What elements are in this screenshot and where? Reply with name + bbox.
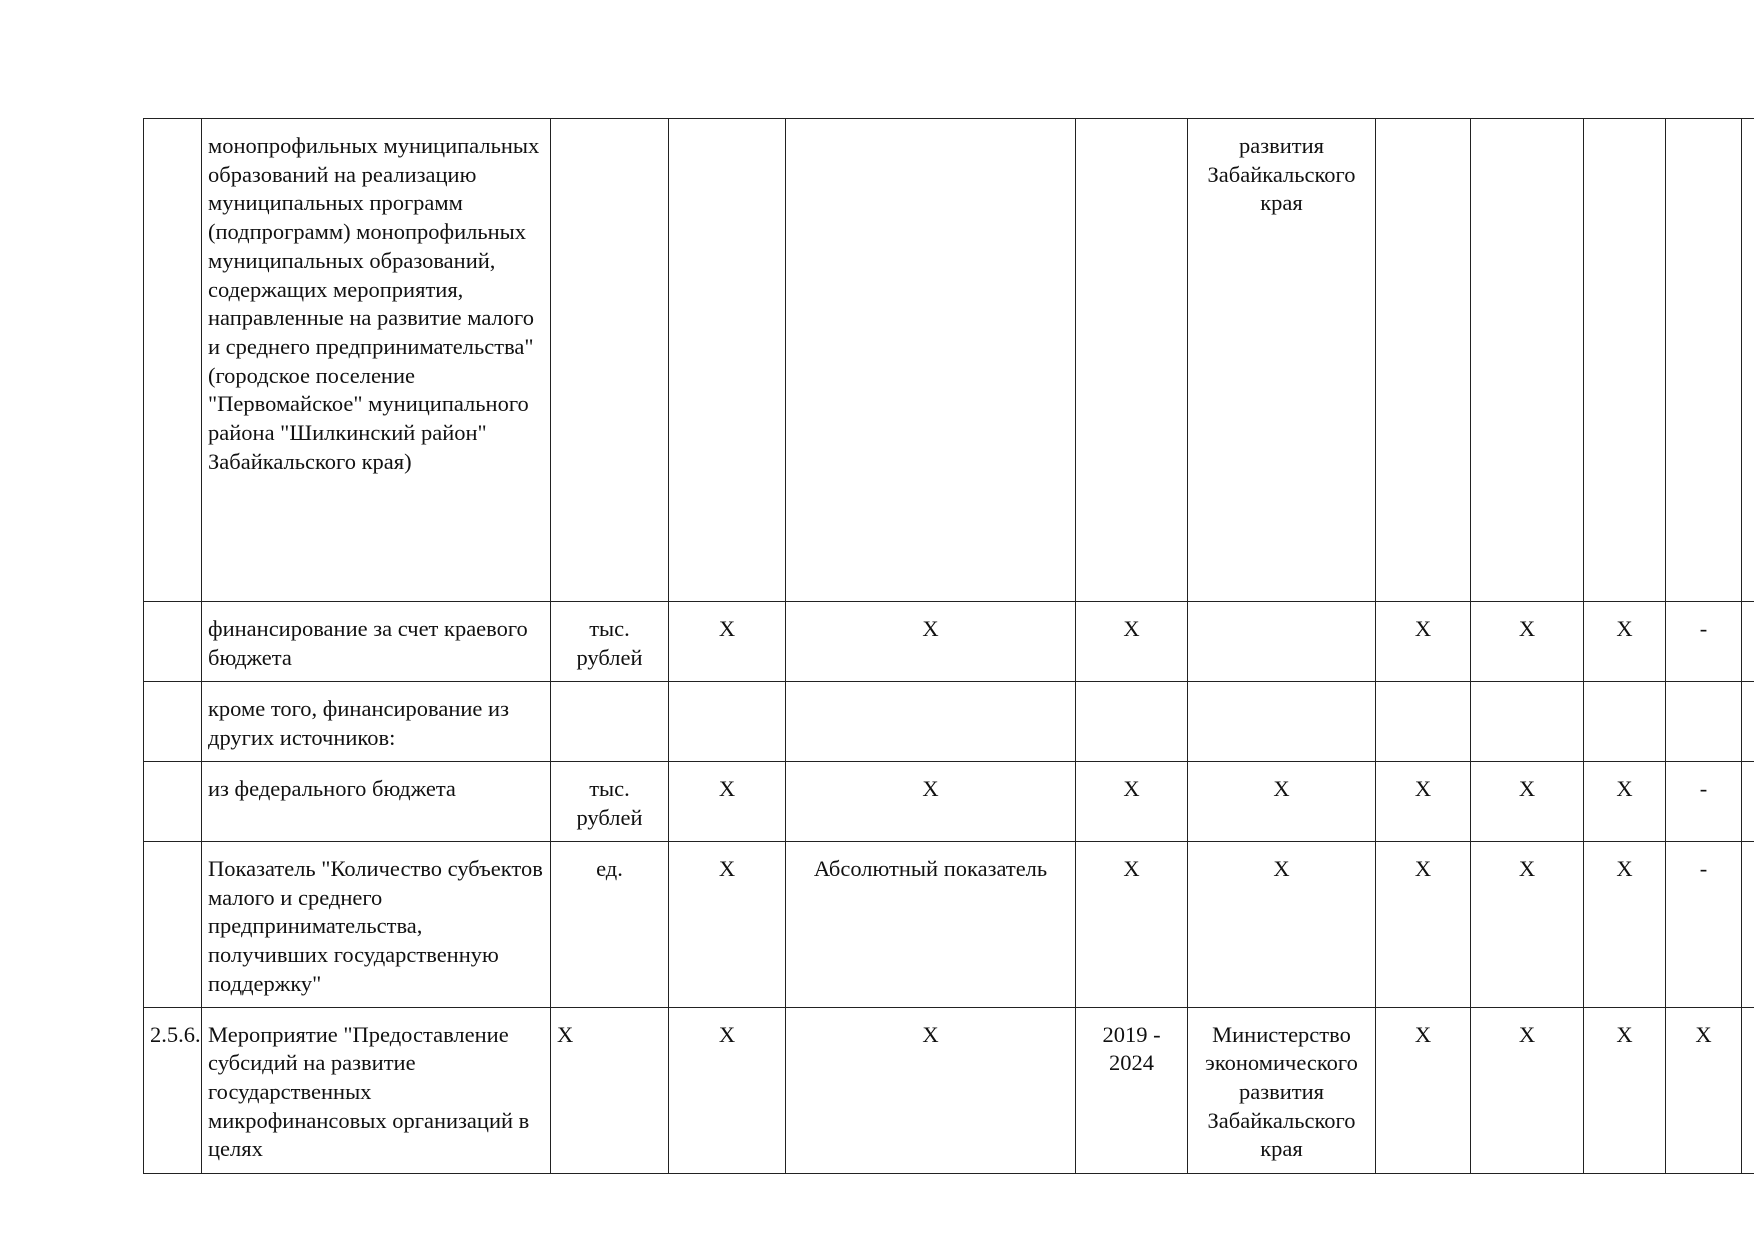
row-name: Мероприятие "Предоставление субсидий на развитие государственных микрофинансовых организаций в целях [202,1007,551,1173]
row-executor: Министерство экономического развития Забайкальского края [1188,1007,1376,1173]
row-value-2: X [1471,602,1584,682]
row-col3: X [669,842,786,1008]
row-value-2 [1471,682,1584,762]
row-number: 2.5.6. [144,1007,202,1173]
row-method: X [786,762,1076,842]
row-method [786,682,1076,762]
row-number [144,602,202,682]
program-measures-table [143,118,1754,1174]
row-value-3: X [1584,842,1666,1008]
row-name: кроме того, финансирование из других источников: [202,682,551,762]
row-cut-cell [1742,682,1754,762]
row-value-4: X [1666,1007,1742,1173]
row-number [144,842,202,1008]
row-unit: X [551,1007,669,1173]
row-method: Абсолютный показатель [786,842,1076,1008]
row-period [1076,682,1188,762]
row-period: X [1076,842,1188,1008]
row-method: X [786,1007,1076,1173]
row-value-4: - [1666,762,1742,842]
row-value-1: X [1376,762,1471,842]
row-unit [551,682,669,762]
table-row [144,682,1754,762]
row-value-2: X [1471,842,1584,1008]
table-row [144,1007,1754,1173]
table-row [144,842,1754,1008]
row-method [786,119,1076,602]
row-executor: X [1188,842,1376,1008]
row-period: X [1076,602,1188,682]
row-value-2 [1471,119,1584,602]
row-col3 [669,119,786,602]
row-value-4 [1666,682,1742,762]
row-executor [1188,602,1376,682]
row-number [144,682,202,762]
row-name: монопрофильных муниципальных образований на реализацию муниципальных программ (подпрограмм) монопрофильных муниципальных образований, содержащих мероприятия, направленные на развитие малого и среднего предпринимательства" (городское поселение "Первомайское" муниципального района "Шилкинский район" Забайкальского края) [202,119,551,602]
row-cut-cell [1742,1007,1754,1173]
row-name: финансирование за счет краевого бюджета [202,602,551,682]
row-value-4 [1666,119,1742,602]
row-number [144,762,202,842]
row-period: 2019 - 2024 [1076,1007,1188,1173]
row-number [144,119,202,602]
row-executor [1188,682,1376,762]
row-col3 [669,682,786,762]
row-method: X [786,602,1076,682]
row-unit [551,119,669,602]
row-executor: X [1188,762,1376,842]
row-value-2: X [1471,1007,1584,1173]
row-col3: X [669,1007,786,1173]
table-row [144,119,1754,602]
row-value-3: X [1584,762,1666,842]
row-col3: X [669,602,786,682]
row-cut-cell [1742,762,1754,842]
row-period [1076,119,1188,602]
row-value-2: X [1471,762,1584,842]
row-value-1: X [1376,842,1471,1008]
row-unit: ед. [551,842,669,1008]
row-unit: тыс. рублей [551,762,669,842]
table-row [144,762,1754,842]
row-name: Показатель "Количество субъектов малого и среднего предпринимательства, получивших государственную поддержку" [202,842,551,1008]
row-unit: тыс. рублей [551,602,669,682]
row-cut-cell [1742,842,1754,1008]
row-value-3 [1584,119,1666,602]
row-value-1: X [1376,602,1471,682]
row-value-3 [1584,682,1666,762]
row-value-4: - [1666,602,1742,682]
row-executor: развития Забайкальского края [1188,119,1376,602]
row-period: X [1076,762,1188,842]
row-value-1: X [1376,1007,1471,1173]
row-value-1 [1376,119,1471,602]
row-value-1 [1376,682,1471,762]
row-value-3: X [1584,1007,1666,1173]
row-value-4: - [1666,842,1742,1008]
row-cut-cell [1742,602,1754,682]
row-col3: X [669,762,786,842]
row-name: из федерального бюджета [202,762,551,842]
row-cut-cell [1742,119,1754,602]
table-row [144,602,1754,682]
row-value-3: X [1584,602,1666,682]
